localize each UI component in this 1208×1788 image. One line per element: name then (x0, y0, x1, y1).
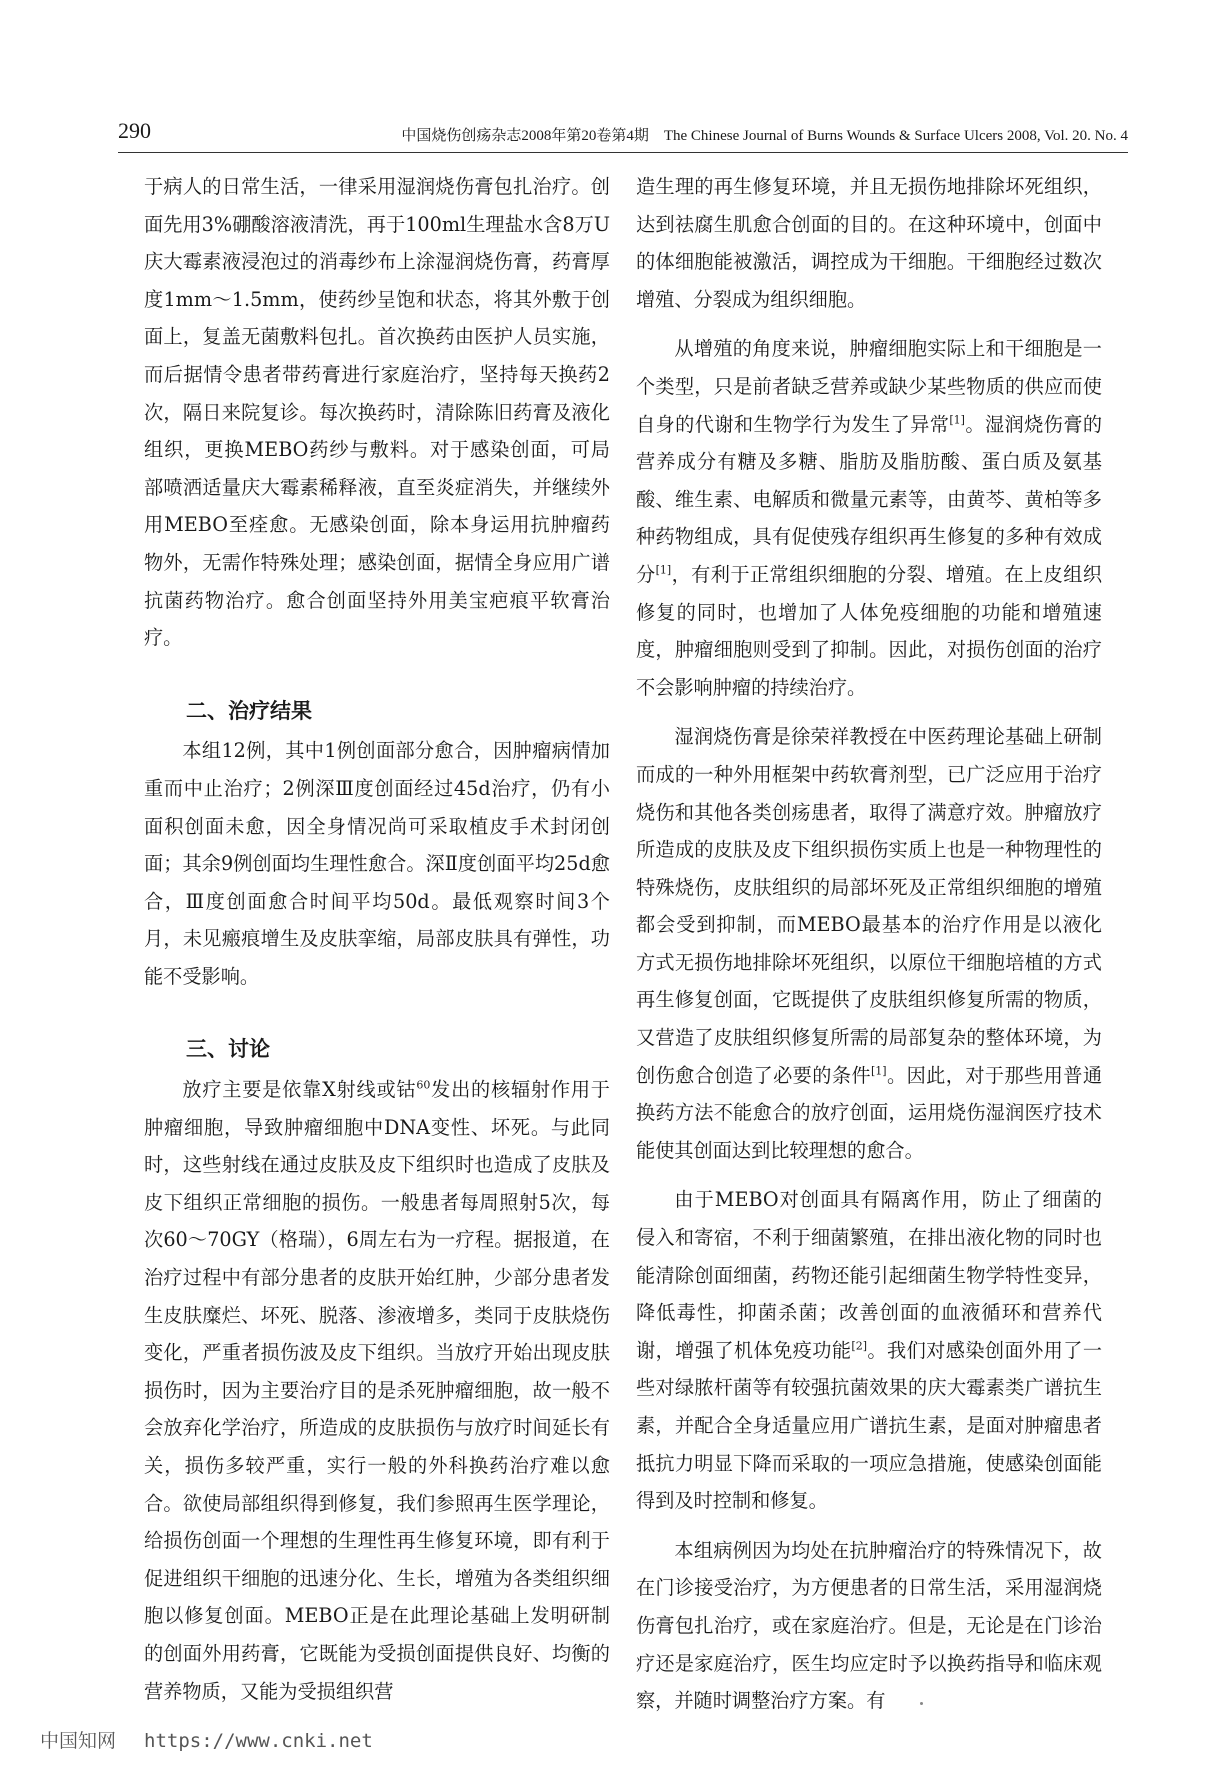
page-header (118, 118, 1128, 148)
right-column (636, 168, 1102, 1720)
paragraph: 于病人的日常生活，一律采用湿润烧伤膏包扎治疗。创面先用3%硼酸溶液清洗，再于100ml生理盐水含8万U庆大霉素液浸泡过的消毒纱布上涂湿润烧伤膏，药膏厚度1mm～1.5mm，使药纱呈饱和状态，将其外敷于创面上，复盖无菌敷料包扎。首次换药由医护人员实施，而后据情令患者带药膏进行家庭治疗，坚持每天换药2次，隔日来院复诊。每次换药时，清除陈旧药膏及液化组织，更换MEBO药纱与敷料。对于感染创面，可局部喷洒适量庆大霉素稀释液，直至炎症消失，并继续外用MEBO至痊愈。无感染创面，除本身运用抗肿瘤药物外，无需作特殊处理；感染创面，据情全身应用广谱抗菌药物治疗。愈合创面坚持外用美宝疤痕平软膏治疗。 (144, 175, 610, 650)
paragraph: 本组12例，其中1例创面部分愈合，因肿瘤病情加重而中止治疗；2例深Ⅲ度创面经过45d治疗，仍有小面积创面未愈，因全身情况尚可采取植皮手术封闭创面；其余9例创面均生理性愈合。深Ⅱ度创面平均25d愈合，Ⅲ度创面愈合时间平均50d。最低观察时间3个月，未见瘢痕增生及皮肤挛缩，局部皮肤具有弹性，功能不受影响。 (144, 739, 610, 988)
left-column (144, 168, 610, 1710)
paragraph: 放疗主要是依靠X射线或钴$^{60}$发出的核辐射作用于肿瘤细胞，导致肿瘤细胞中DNA变性、坏死。与此同时，这些射线在通过皮肤及皮下组织时也造成了皮肤及皮下组织正常细胞的损伤。一般患者每周照射5次，每次60～70GY（格瑞），6周左右为一疗程。据报道，在治疗过程中有部分患者的皮肤开始红肿，少部分患者发生皮肤糜烂、坏死、脱落、渗液增多，类同于皮肤烧伤变化，严重者损伤波及皮下组织。当放疗开始出现皮肤损伤时，因为主要治疗目的是杀死肿瘤细胞，故一般不会放弃化学治疗，所造成的皮肤损伤与放疗时间延长有关，损伤多较严重，实行一般的外科换药治疗难以愈合。欲使局部组织得到修复，我们参照再生医学理论，给损伤创面一个理想的生理性再生修复环境，即有利于促进组织干细胞的迅速分化、生长，增殖为各类组织细胞以修复创面。MEBO正是在此理论基础上发明研制的创面外用药膏，它既能为受损创面提供良好、均衡的营养物质，又能为受损组织营 (144, 1078, 610, 1703)
header-rule (118, 152, 1128, 153)
citation: [1] (949, 413, 965, 427)
citation: [1] (655, 563, 672, 577)
paragraph: 本组病例因为均处在抗肿瘤治疗的特殊情况下，故在门诊接受治疗，为方便患者的日常生活，采用湿润烧伤膏包扎治疗，或在家庭治疗。但是，无论是在门诊治疗还是家庭治疗，医生均应定时予以换药指导和临床观察，并随时调整治疗方案。有 (636, 1538, 1102, 1713)
citation: [2] (851, 1339, 868, 1353)
section-heading-discussion: 三、讨论 (186, 1037, 270, 1062)
journal-running-title: 中国烧伤创疡杂志2008年第20卷第4期 The Chinese Journal of Burns Wounds & Surface Ulcers 2008, Vol. 20. No. 4 (401, 128, 1128, 144)
speck (920, 1702, 923, 1705)
citation: [1] (871, 1064, 887, 1078)
paragraph: 湿润烧伤膏是徐荣祥教授在中医药理论基础上研制而成的一种外用框架中药软膏剂型，已广泛应用于治疗烧伤和其他各类创疡患者，取得了满意疗效。肿瘤放疗所造成的皮肤及皮下组织损伤实质上也是一种物理性的特殊烧伤，皮肤组织的局部坏死及正常组织细胞的增殖都会受到抑制，而MEBO最基本的治疗作用是以液化方式无损伤地排除坏死组织，以原位干细胞培植的方式再生修复创面，它既提供了皮肤组织修复所需的物质，又营造了皮肤组织修复所需的局部复杂的整体环境，为创伤愈合创造了必要的条件[1]。因此，对于那些用普通换药方法不能愈合的放疗创面，运用烧伤湿润医疗技术能使其创面达到比较理想的愈合。 (636, 725, 1103, 1162)
paragraph: 造生理的再生修复环境，并且无损伤地排除坏死组织，达到祛腐生肌愈合创面的目的。在这种环境中，创面中的体细胞能被激活，调控成为干细胞。干细胞经过数次增殖、分裂成为组织细胞。 (636, 175, 1102, 311)
cnki-url[interactable]: https://www.cnki.net (144, 1730, 373, 1752)
watermark-footer (40, 1726, 373, 1753)
cnki-logo-text: 中国知网 (40, 1730, 117, 1752)
page-number: 290 (118, 118, 151, 143)
paragraph: 从增殖的角度来说，肿瘤细胞实际上和干细胞是一个类型，只是前者缺乏营养或缺少某些物质的供应而使自身的代谢和生物学行为发生了异常[1]。湿润烧伤膏的营养成分有糖及多糖、脂肪及脂肪酸、蛋白质及氨基酸、维生素、电解质和微量元素等，由黄芩、黄柏等多种药物组成，具有促使残存组织再生修复的多种有效成分[1]，有利于正常组织细胞的分裂、增殖。在上皮组织修复的同时，也增加了人体免疫细胞的功能和增殖速度，肿瘤细胞则受到了抑制。因此，对损伤创面的治疗不会影响肿瘤的持续治疗。 (636, 337, 1103, 699)
superscript: 60 (416, 1078, 431, 1092)
section-heading-results: 二、治疗结果 (186, 698, 312, 723)
paragraph: 由于MEBO对创面具有隔离作用，防止了细菌的侵入和寄宿，不利于细菌繁殖，在排出液化物的同时也能清除创面细菌，药物还能引起细菌生物学特性变异，降低毒性，抑菌杀菌；改善创面的血液循环和营养代谢，增强了机体免疫功能[2]。我们对感染创面外用了一些对绿脓杆菌等有较强抗菌效果的庆大霉素类广谱抗生素，并配合全身适量应用广谱抗生素，是面对肿瘤患者抵抗力明显下降而采取的一项应急措施，使感染创面能得到及时控制和修复。 (636, 1188, 1103, 1513)
